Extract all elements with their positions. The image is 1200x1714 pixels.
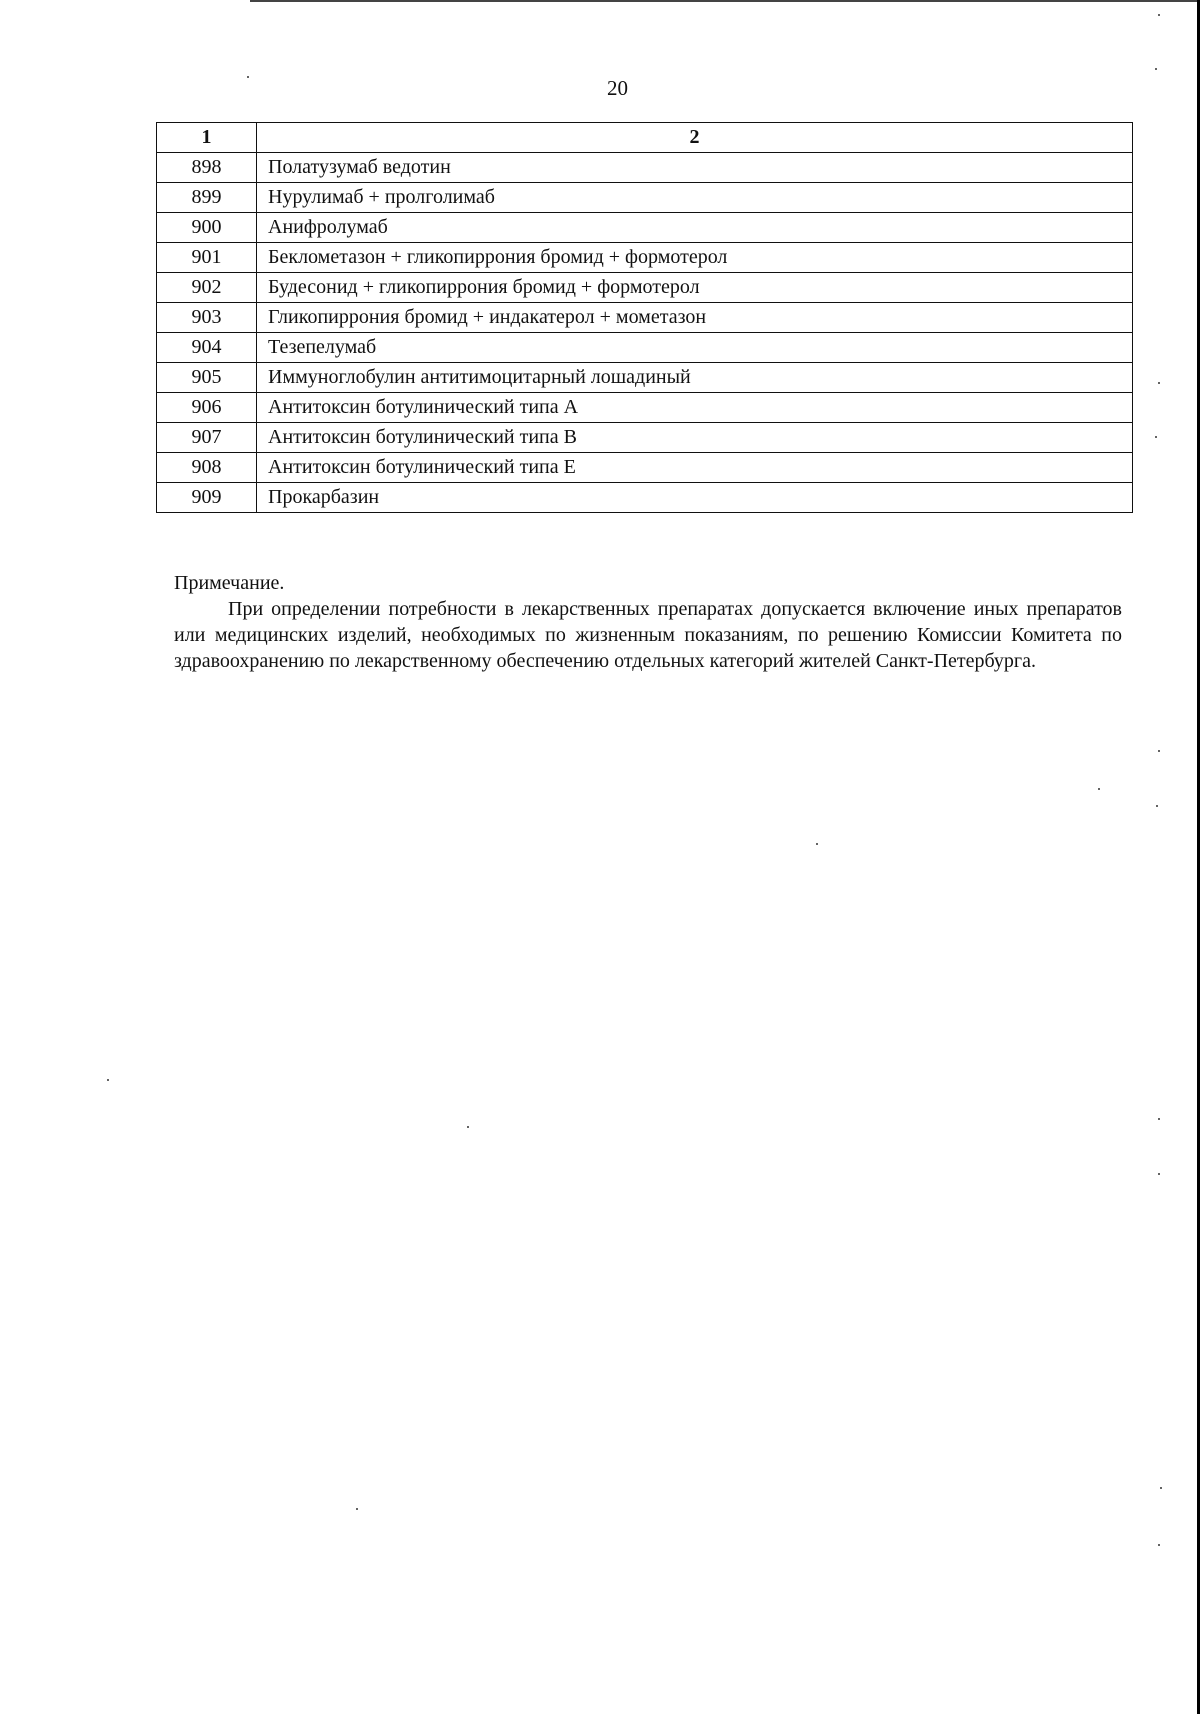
row-number: 903: [157, 303, 257, 333]
row-number: 906: [157, 393, 257, 423]
scan-speck: [1155, 436, 1157, 438]
table-row: [157, 303, 1133, 333]
row-number: 908: [157, 453, 257, 483]
scan-speck: [816, 843, 818, 845]
table-body: [157, 153, 1133, 513]
scan-speck: [1158, 1173, 1160, 1175]
row-number: 907: [157, 423, 257, 453]
drug-name: Полатузумаб ведотин: [257, 153, 1133, 183]
table-row: [157, 213, 1133, 243]
drug-name: Антитоксин ботулинический типа А: [257, 393, 1133, 423]
scan-speck: [1098, 788, 1100, 790]
row-number: 898: [157, 153, 257, 183]
note-section: [174, 570, 1122, 674]
scan-speck: [467, 1126, 469, 1128]
scan-speck: [1156, 805, 1158, 807]
scan-speck: [1160, 1487, 1162, 1489]
row-number: 899: [157, 183, 257, 213]
drug-name: Антитоксин ботулинический типа Е: [257, 453, 1133, 483]
drug-name: Тезепелумаб: [257, 333, 1133, 363]
page-number: 20: [607, 76, 628, 100]
scan-speck: [1155, 68, 1157, 70]
drug-name: Гликопиррония бромид + индакатерол + мометазон: [257, 303, 1133, 333]
scan-edge-top: [250, 0, 1200, 2]
drug-name: Прокарбазин: [257, 483, 1133, 513]
drug-name: Иммуноглобулин антитимоцитарный лошадиный: [257, 363, 1133, 393]
column-header-number: 1: [157, 123, 257, 153]
scan-speck: [1158, 382, 1160, 384]
drug-name: Анифролумаб: [257, 213, 1133, 243]
scan-speck: [1158, 1544, 1160, 1546]
note-title: Примечание.: [174, 572, 285, 594]
drug-name: Нурулимаб + пролголимаб: [257, 183, 1133, 213]
row-number: 909: [157, 483, 257, 513]
table-row: [157, 453, 1133, 483]
drug-name: Антитоксин ботулинический типа В: [257, 423, 1133, 453]
note-body: При определении потребности в лекарственных препаратах допускается включение иных препаратов или медицинских изделий, необходимых по жизненным показаниям, по решению Комиссии Комитета по здравоохранению по лекарственному обеспечению отдельных категорий жителей Санкт-Петербурга.: [174, 598, 1122, 672]
row-number: 901: [157, 243, 257, 273]
table-header-row: [157, 123, 1133, 153]
drug-table: [156, 122, 1133, 513]
table-row: [157, 183, 1133, 213]
column-header-name: 2: [257, 123, 1133, 153]
table-row: [157, 393, 1133, 423]
row-number: 902: [157, 273, 257, 303]
scan-speck: [1158, 14, 1160, 16]
scan-speck: [1158, 750, 1160, 752]
drug-name: Беклометазон + гликопиррония бромид + формотерол: [257, 243, 1133, 273]
table-row: [157, 243, 1133, 273]
scan-speck: [1158, 1118, 1160, 1120]
row-number: 905: [157, 363, 257, 393]
table-row: [157, 363, 1133, 393]
scan-speck: [356, 1508, 358, 1510]
scan-speck: [107, 1079, 109, 1081]
row-number: 900: [157, 213, 257, 243]
table-row: [157, 273, 1133, 303]
table-row: [157, 153, 1133, 183]
table-row: [157, 333, 1133, 363]
scan-speck: [247, 76, 249, 78]
drug-name: Будесонид + гликопиррония бромид + формотерол: [257, 273, 1133, 303]
table-row: [157, 483, 1133, 513]
row-number: 904: [157, 333, 257, 363]
table-row: [157, 423, 1133, 453]
